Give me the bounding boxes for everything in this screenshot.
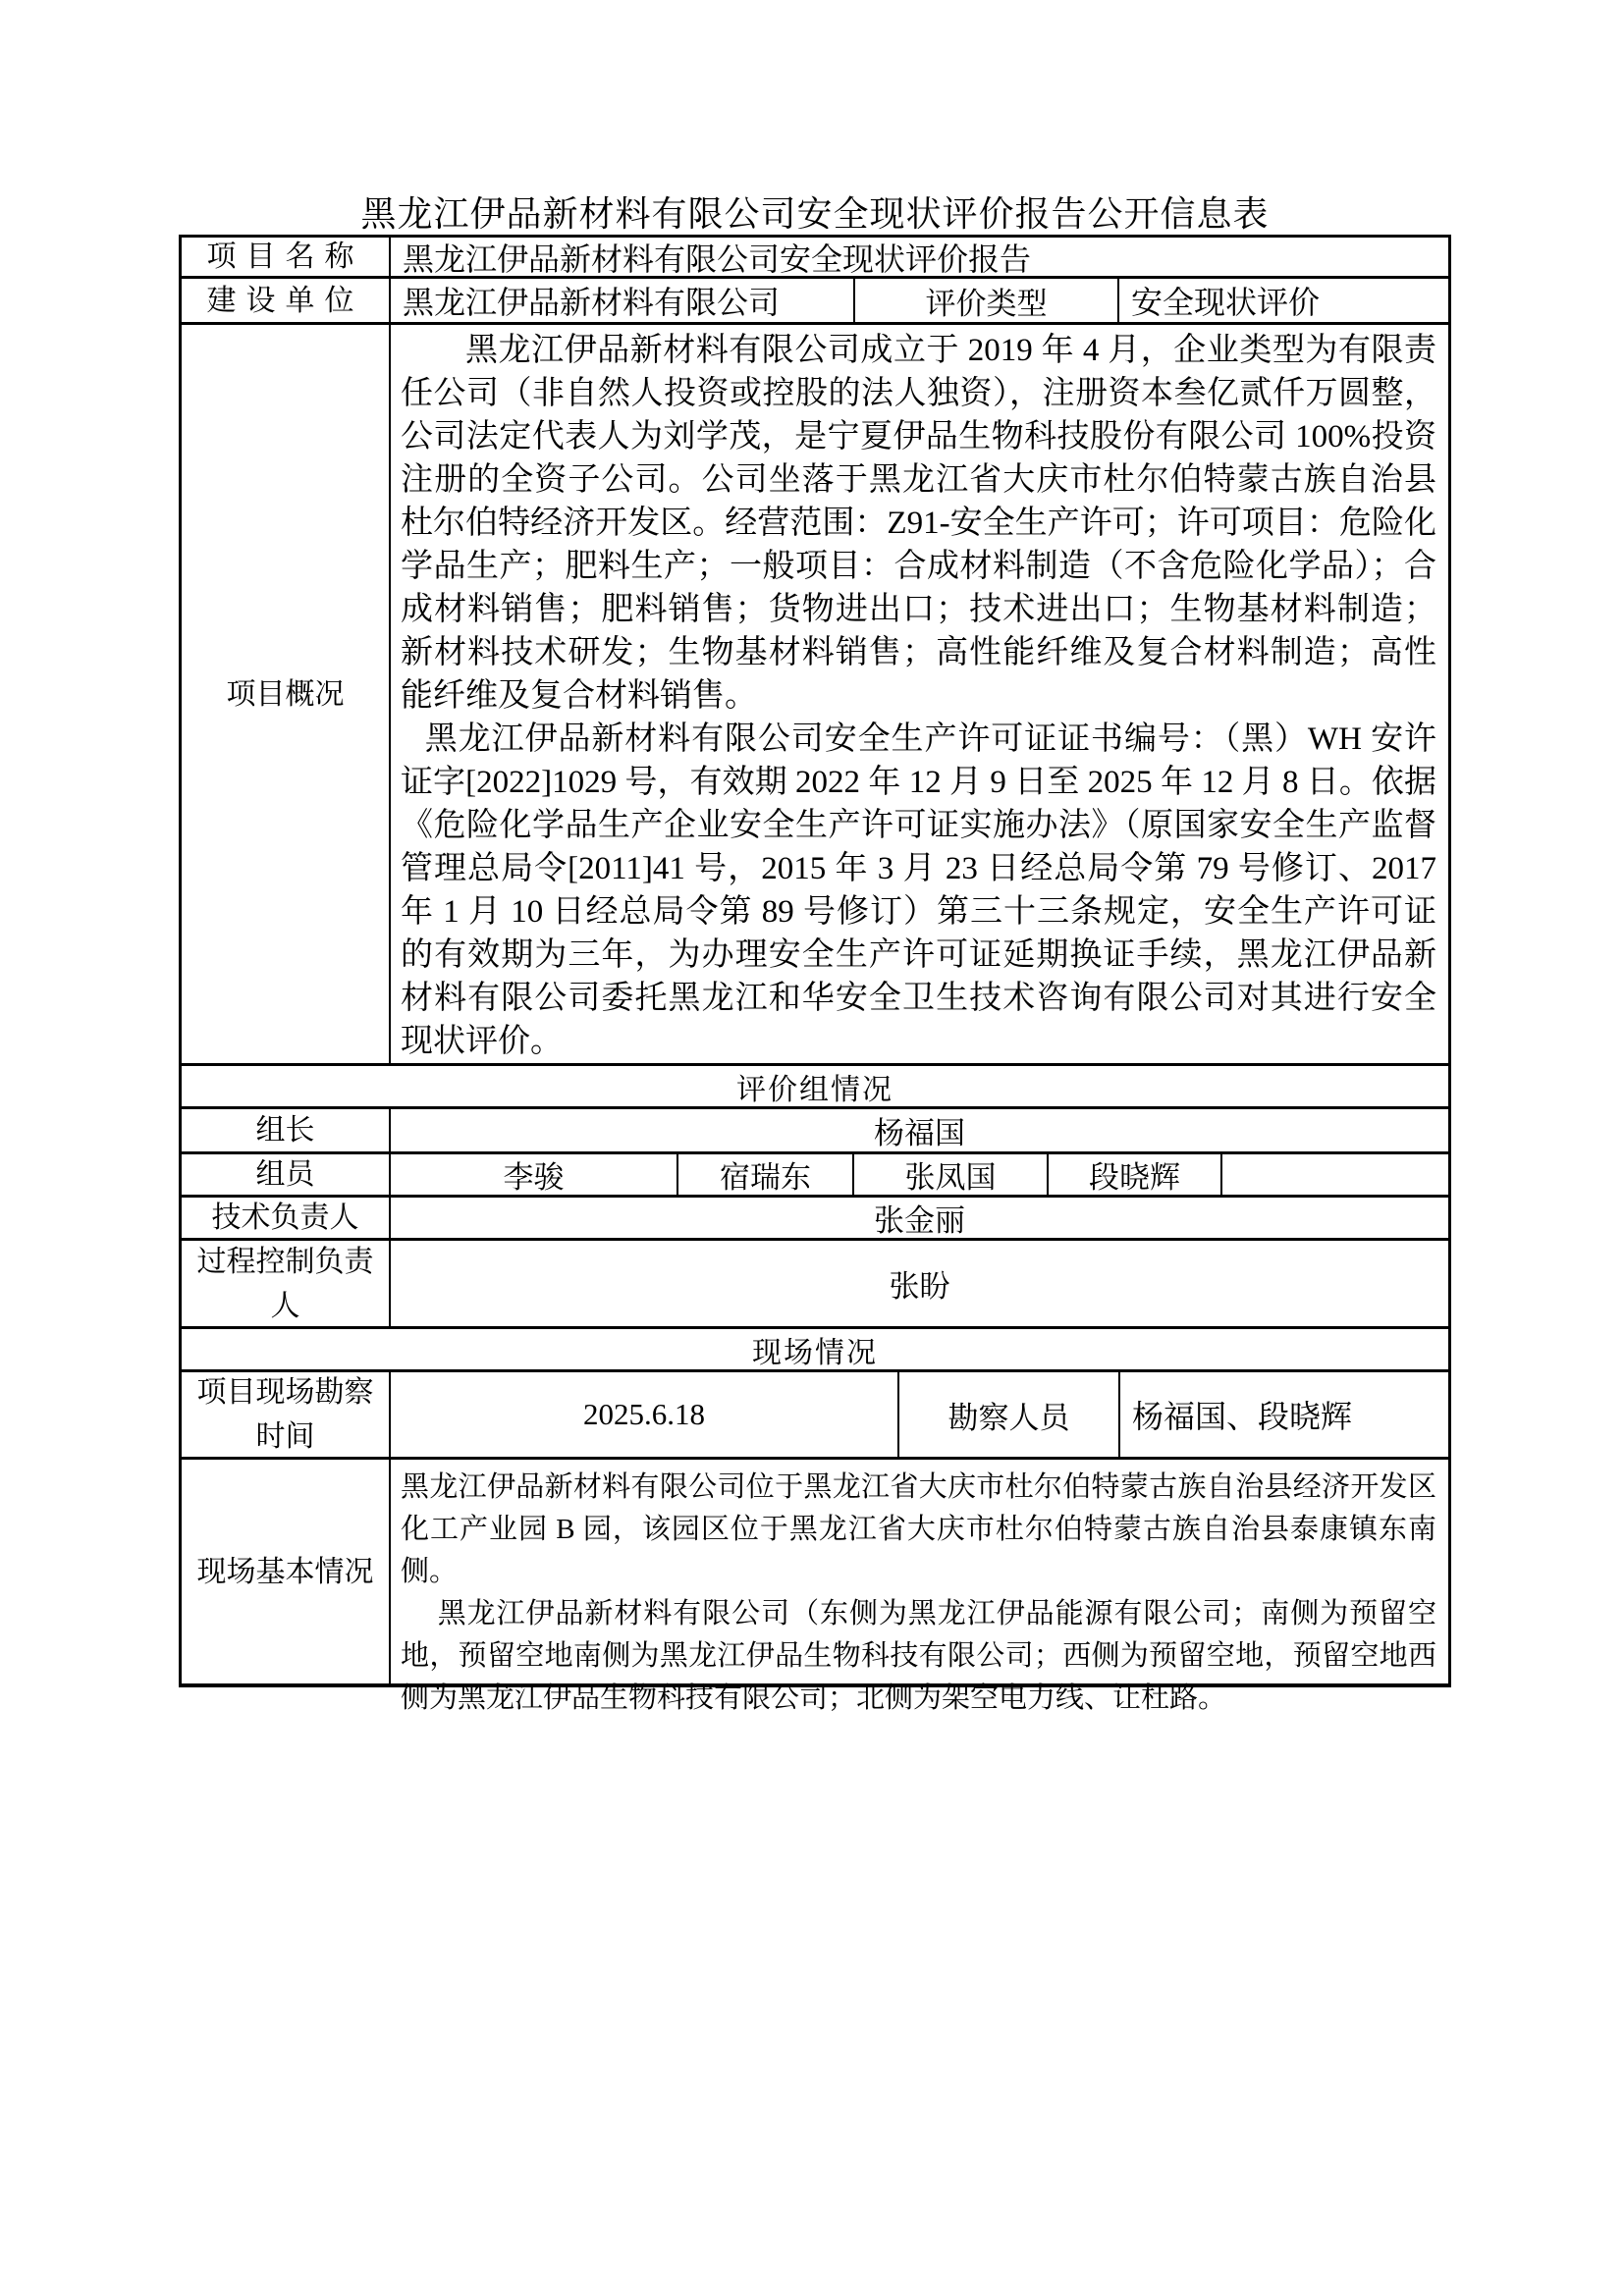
- row-eval-team-header: [182, 1066, 1448, 1109]
- project-name-value: 黑龙江伊品新材料有限公司安全现状评价报告: [403, 240, 1032, 277]
- row-team-members: [182, 1154, 1448, 1198]
- team-member-1: 李骏: [391, 1154, 678, 1195]
- team-leader-value: 杨福国: [874, 1116, 965, 1150]
- site-basic-paragraph-1: 黑龙江伊品新材料有限公司位于黑龙江省大庆市杜尔伯特蒙古族自治县经济开发区化工产业园 B 园，该园区位于黑龙江省大庆市杜尔伯特蒙古族自治县泰康镇东南侧。: [401, 1471, 1436, 1587]
- team-member-2: 宿瑞东: [678, 1154, 854, 1195]
- tech-lead-label: 技术负责人: [182, 1198, 391, 1238]
- project-overview-label: 项目概况: [182, 325, 391, 1063]
- site-survey-label: 项目现场勘察时间: [182, 1372, 391, 1457]
- row-project-overview: [182, 325, 1448, 1066]
- survey-personnel-value: 杨福国、段晓辉: [1132, 1399, 1353, 1434]
- row-construction-unit: [182, 279, 1448, 325]
- row-site-basic: [182, 1460, 1448, 1714]
- row-project-name: [182, 238, 1448, 279]
- site-header: 现场情况: [752, 1336, 878, 1369]
- eval-type-value: 安全现状评价: [1131, 285, 1321, 320]
- site-basic-paragraph-2: 黑龙江伊品新材料有限公司（东侧为黑龙江伊品能源有限公司；南侧为预留空地，预留空地南侧为黑龙江伊品生物科技有限公司；西侧为预留空地，预留空地西侧为黑龙江伊品生物科技有限公司；北侧为架空电力线、让杜路。: [401, 1598, 1436, 1714]
- tech-lead-value: 张金丽: [874, 1203, 965, 1238]
- info-table: [179, 235, 1451, 1714]
- team-member-3: 张凤国: [854, 1154, 1049, 1195]
- process-control-lead-label: 过程控制负责人: [182, 1241, 391, 1326]
- survey-personnel-label: 勘察人员: [899, 1372, 1120, 1457]
- project-name-label: 项目名称: [182, 238, 391, 276]
- row-team-leader: [182, 1109, 1448, 1154]
- construction-unit-label: 建设单位: [182, 279, 391, 322]
- process-control-lead-value: 张盼: [889, 1269, 950, 1304]
- row-process-control-lead: [182, 1241, 1448, 1329]
- document-title: 黑龙江伊品新材料有限公司安全现状评价报告公开信息表: [360, 194, 1270, 234]
- team-leader-label: 组长: [182, 1109, 391, 1151]
- site-survey-date: 2025.6.18: [391, 1372, 899, 1457]
- team-member-empty: [1222, 1154, 1448, 1195]
- row-site-survey: [182, 1372, 1448, 1460]
- construction-unit-value: 黑龙江伊品新材料有限公司: [391, 279, 855, 322]
- site-basic-text: [391, 1460, 1448, 1714]
- site-basic-label: 现场基本情况: [182, 1460, 391, 1683]
- row-site-header: [182, 1329, 1448, 1372]
- team-members-label: 组员: [182, 1154, 391, 1195]
- overview-paragraph-1: 黑龙江伊品新材料有限公司成立于 2019 年 4 月，企业类型为有限责任公司（非自然人投资或控股的法人独资），注册资本叁亿贰仟万圆整，公司法定代表人为刘学茂，是宁夏伊品生物科技股份有限公司 100%投资注册的全资子公司。公司坐落于黑龙江省大庆市杜尔伯特蒙古族自治县杜尔伯特经济开发区。经营范围：Z91-安全生产许可；许可项目：危险化学品生产；肥料生产；一般项目：合成材料制造（不含危险化学品）；合成材料销售；肥料销售；货物进出口；技术进出口；生物基材料制造；新材料技术研发；生物基材料销售；高性能纤维及复合材料制造；高性能纤维及复合材料销售。: [401, 333, 1436, 714]
- project-overview-text: [391, 325, 1448, 1063]
- team-member-4: 段晓辉: [1049, 1154, 1222, 1195]
- overview-paragraph-2: 黑龙江伊品新材料有限公司安全生产许可证证书编号：（黑）WH 安许证字[2022]1029 号，有效期 2022 年 12 月 9 日至 2025 年 12 月 8 日。依据《危险化学品生产企业安全生产许可证实施办法》（原国家安全生产监督管理总局令[2011]41 号，2015 年 3 月 23 日经总局令第 79 号修订、2017 年 1 月 10 日经总局令第 89 号修订）第三十三条规定，安全生产许可证的有效期为三年，为办理安全生产许可证延期换证手续，黑龙江伊品新材料有限公司委托黑龙江和华安全卫生技术咨询有限公司对其进行安全现状评价。: [401, 721, 1436, 1059]
- eval-team-header: 评价组情况: [736, 1073, 893, 1106]
- row-tech-lead: [182, 1198, 1448, 1241]
- eval-type-label: 评价类型: [855, 279, 1119, 322]
